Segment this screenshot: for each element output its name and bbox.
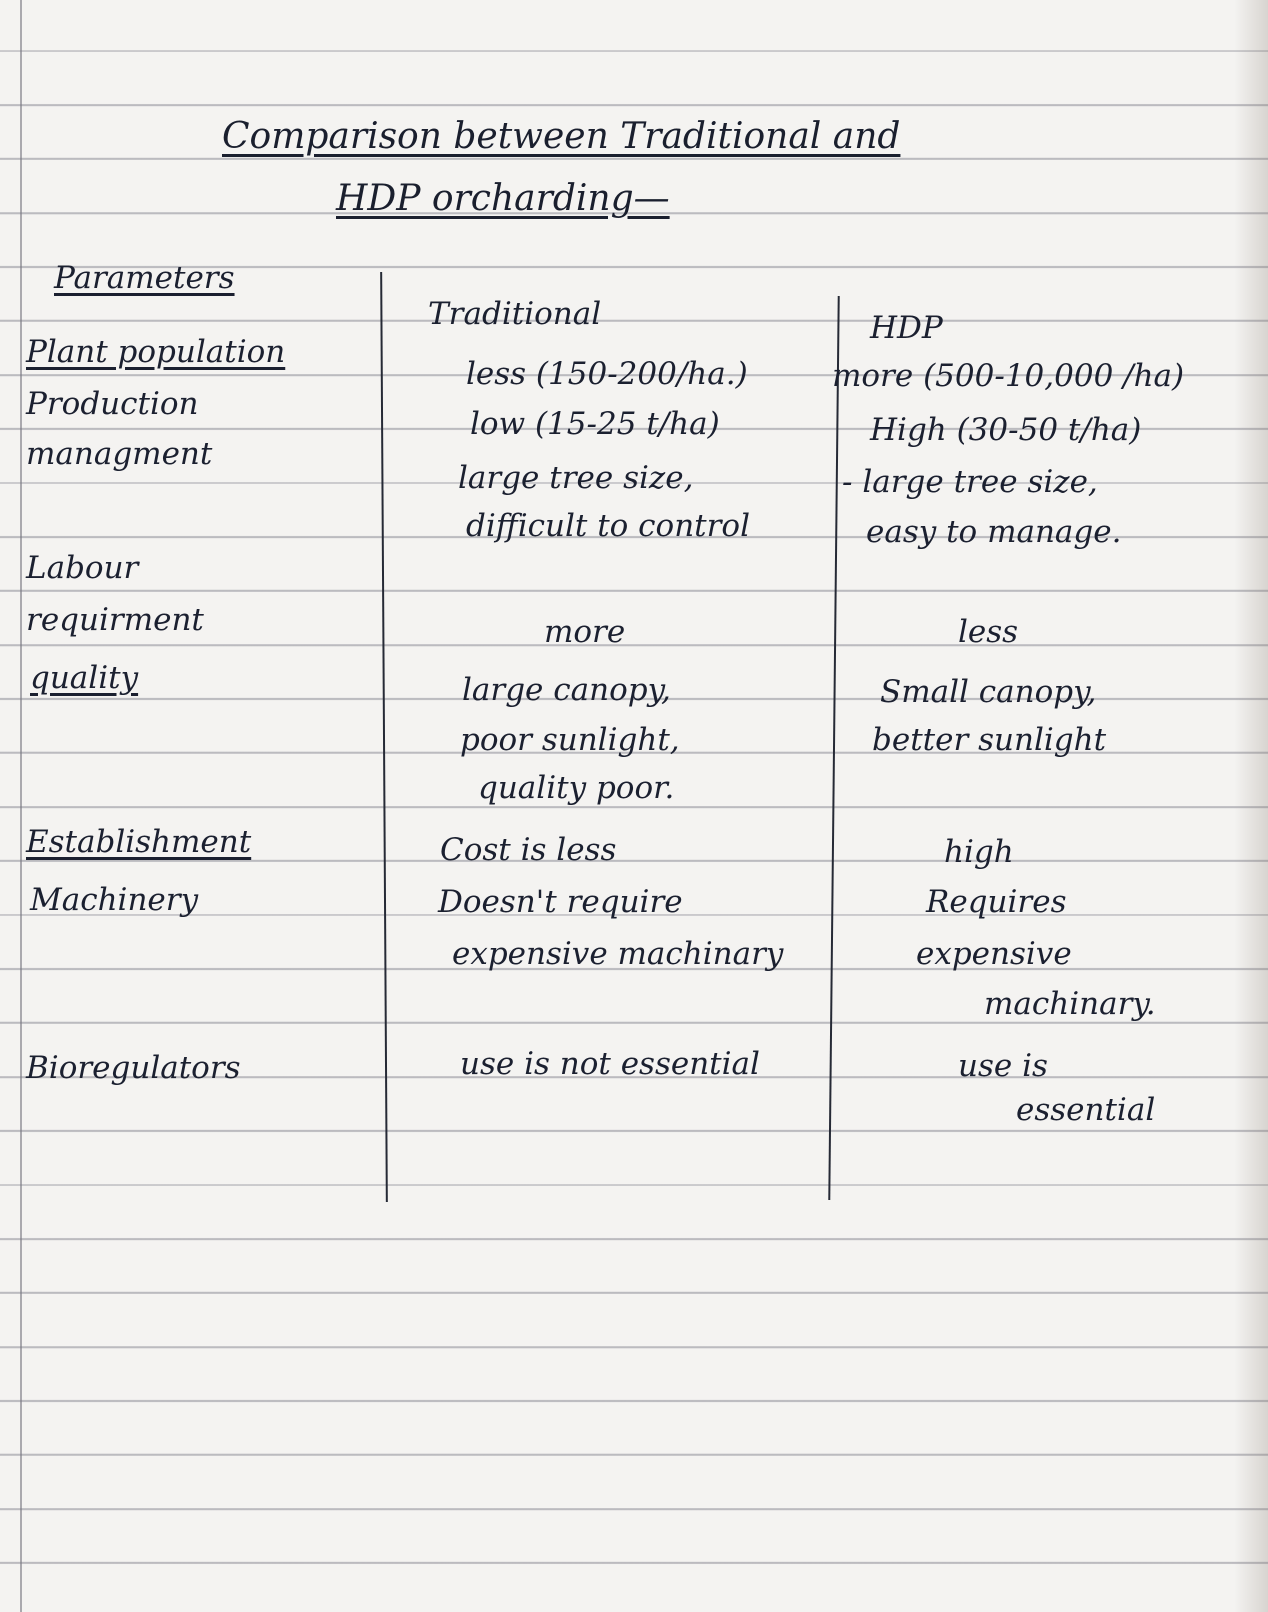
header-traditional: Traditional	[428, 296, 602, 332]
traditional-plant-population: less (150-200/ha.)	[466, 356, 748, 392]
traditional-quality-line-2: poor sunlight,	[460, 722, 680, 758]
traditional-labour: more	[544, 614, 626, 650]
traditional-production: low (15-25 t/ha)	[470, 406, 720, 442]
page-title-line-1: Comparison between Traditional and	[222, 116, 901, 157]
traditional-machinery-line-2: expensive machinary	[452, 936, 784, 972]
hdp-production: High (30-50 t/ha)	[870, 412, 1142, 448]
traditional-bioregulators: use is not essential	[460, 1046, 760, 1082]
hdp-labour: less	[958, 614, 1019, 650]
traditional-establishment: Cost is less	[440, 832, 617, 868]
hdp-bioregulators-line-2: essential	[1016, 1092, 1156, 1128]
page-edge-shadow	[1234, 0, 1268, 1612]
param-requirement: requirment	[26, 602, 204, 638]
param-establishment: Establishment	[26, 824, 252, 860]
hdp-machinery-line-1: Requires	[926, 884, 1067, 920]
traditional-machinery-line-1: Doesn't require	[438, 884, 683, 920]
margin-line	[20, 0, 22, 1612]
table-divider-right	[828, 296, 839, 1200]
traditional-quality-line-3: quality poor.	[478, 770, 675, 806]
traditional-management-line-1: large tree size,	[458, 460, 694, 496]
traditional-quality-line-1: large canopy,	[462, 672, 671, 708]
hdp-management-line-1: - large tree size,	[842, 464, 1098, 500]
param-management: managment	[26, 436, 213, 472]
hdp-machinery-line-3: machinary.	[984, 986, 1156, 1022]
param-plant-population: Plant population	[26, 334, 286, 370]
header-hdp: HDP	[870, 310, 943, 346]
hdp-plant-population: more (500-10,000 /ha)	[832, 358, 1185, 394]
page-title-line-2: HDP orcharding—	[336, 178, 670, 219]
traditional-management-line-2: difficult to control	[466, 508, 751, 544]
param-machinery: Machinery	[30, 882, 199, 918]
hdp-establishment: high	[944, 834, 1014, 870]
hdp-machinery-line-2: expensive	[916, 936, 1072, 972]
header-parameters: Parameters	[54, 260, 235, 296]
hdp-quality-line-1: Small canopy,	[880, 674, 1097, 710]
hdp-quality-line-2: better sunlight	[872, 722, 1107, 758]
param-labour: Labour	[26, 550, 139, 586]
param-bioregulators: Bioregulators	[26, 1050, 241, 1086]
param-quality: quality	[30, 660, 139, 696]
param-production: Production	[26, 386, 199, 422]
hdp-bioregulators-line-1: use is	[958, 1048, 1048, 1084]
hdp-management-line-2: easy to manage.	[866, 514, 1122, 550]
table-divider-left	[380, 272, 388, 1202]
